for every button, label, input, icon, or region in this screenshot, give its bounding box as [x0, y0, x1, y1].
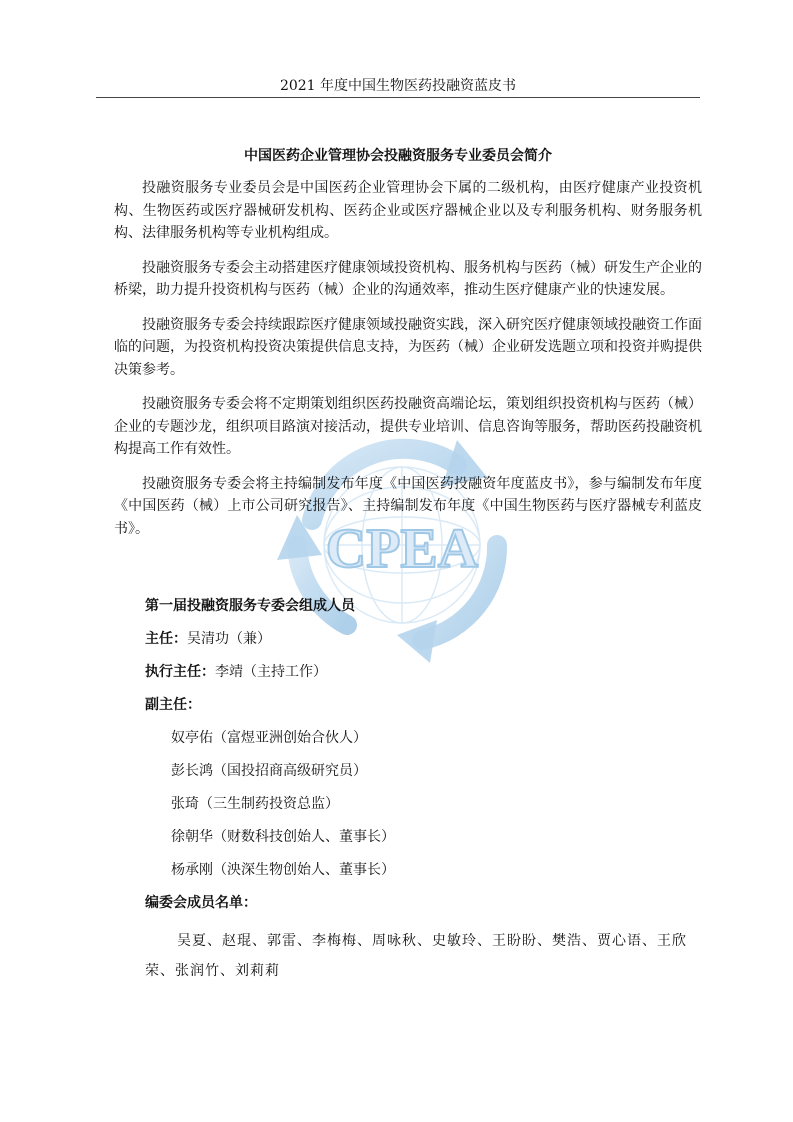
vice-director-item: 杨承刚（泱深生物创始人、董事长） [171, 862, 395, 878]
intro-paragraph: 投融资服务专委会将不定期策划组织医药投融资高端论坛，策划组织投资机构与医药（械）企业的专题沙龙，组织项目路演对接活动，提供专业培训、信息咨询等服务，帮助医药投融资机构提高工作有效性。 [114, 396, 702, 457]
page-header: 2021 年度中国生物医药投融资蓝皮书 [279, 78, 517, 94]
intro-paragraph: 投融资服务专业委员会是中国医药企业管理协会下属的二级机构，由医疗健康产业投资机构、生物医药或医疗器械研发机构、医药企业或医疗器械企业以及专利服务机构、财务服务机构、法律服务机构等专业机构组成。 [114, 180, 702, 241]
members-label: 编委会成员名单： [145, 895, 257, 911]
vice-director-item: 彭长鸿（国投招商高级研究员） [171, 763, 367, 779]
members-list: 吴夏、赵琨、郭雷、李梅梅、周咏秋、史敏玲、王盼盼、樊浩、贾心语、王欣荣、张润竹、刘莉莉 [145, 933, 687, 979]
committee-title: 第一届投融资服务专委会组成人员 [145, 598, 355, 614]
vice-directors-label: 副主任： [145, 697, 201, 713]
director-line [145, 629, 705, 649]
intro-paragraph: 投融资服务专委会主动搭建医疗健康领域投资机构、服务机构与医药（械）研发生产企业的桥梁，助力提升投资机构与医药（械）企业的沟通效率，推动生医疗健康产业的快速发展。 [114, 259, 702, 298]
director-label: 主任： [145, 631, 187, 647]
vice-director-item: 张琦（三生制药投资总监） [171, 796, 339, 812]
header-divider [96, 97, 700, 98]
intro-paragraph: 投融资服务专委会持续跟踪医疗健康领域投融资实践，深入研究医疗健康领域投融资工作面临的问题，为投资机构投资决策提供信息支持，为医药（械）企业研发选题立项和投资并购提供决策参考。 [114, 316, 702, 378]
director-value: 吴清功（兼） [187, 631, 271, 647]
vice-director-item: 奴亭佑（富煜亚洲创始合伙人） [171, 730, 367, 746]
executive-director-line [145, 662, 705, 682]
cpea-logo-text: CPEA [325, 518, 479, 580]
intro-title: 中国医药企业管理协会投融资服务专业委员会简介 [244, 148, 552, 164]
committee-section [145, 596, 705, 986]
intro-paragraph: 投融资服务专委会将主持编制发布年度《中国医药投融资年度蓝皮书》，参与编制发布年度《中国医药（械）上市公司研究报告》、主持编制发布年度《中国生物医药与医疗器械专利蓝皮书》。 [114, 475, 702, 537]
vice-director-item: 徐朝华（财数科技创始人、董事长） [171, 829, 395, 845]
executive-director-label: 执行主任： [145, 664, 215, 680]
intro-section [114, 177, 702, 552]
executive-director-value: 李靖（主持工作） [215, 664, 327, 680]
vice-directors-list [171, 728, 705, 880]
